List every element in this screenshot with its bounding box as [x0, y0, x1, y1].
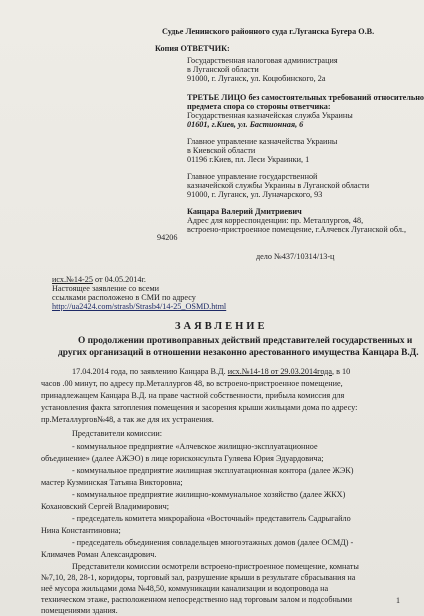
paragraph-1-start [72, 367, 350, 377]
outgoing-note: Настоящее заявление со всеми [52, 284, 160, 293]
copy-defendant-label: Копия ОТВЕТЧИК: [155, 44, 230, 53]
paragraph-line: принадлежащем Канцара В.Д. на праве частной собственности, прибыла комиссия для [41, 391, 345, 400]
document-subtitle: О продолжении противоправных действий представителей государственных и [78, 336, 413, 346]
treasury-kiev: 01196 г.Киев, пл. Леси Украинки, 1 [187, 155, 310, 164]
applicant-address: Адрес для корреспонденции: пр. Металлургов, 48, [187, 216, 364, 225]
defendant-line: 91000, г. Луганск, ул. Коцюбинского, 2а [187, 74, 326, 83]
commission-member: - коммунальное предприятие жилищно-коммунальное хозяйство (далее ЖКХ) [72, 490, 346, 499]
paragraph-line: неё мусора жильцами дома №48,50, коммуникации канализации и водопровода на [41, 584, 329, 593]
case-number: дело №437/10314/13-ц [256, 252, 335, 261]
treasury-kiev: Главное управление казначейства Украины [187, 137, 338, 146]
treasury-lugansk: казначейской службы Украины в Луганской области [187, 181, 370, 190]
defendant-line: в Луганской области [187, 65, 259, 74]
judge-addressee: Судье Ленинского районного суда г.Луганска Бугера О.В. [162, 27, 375, 36]
commission-member: объединение» (далее АЖЭО) в лице юрисконсульта Гуляева Юрия Эдуардовича; [41, 454, 324, 463]
commission-member: Климачев Роман Александрович. [41, 550, 157, 559]
paragraph-line: Представители комиссии осмотрели встроено-пристроенное помещение, комнаты [72, 562, 359, 571]
third-party-label: предмета спора со стороны ответчика: [187, 102, 331, 111]
commission-member: - коммунальное предприятие жилищная эксплуатационная контора (далее ЖЭК) [72, 466, 354, 475]
treasury-lugansk: Главное управление государственной [187, 172, 318, 181]
document-title: ЗАЯВЛЕНИЕ [175, 321, 268, 332]
commission-member: мастер Кузминская Татьяна Викторовна; [41, 478, 183, 487]
paragraph-line: пр.Металлургов№48, а так же для их устранения. [41, 415, 214, 424]
paragraph-line: техническом этаже, расположенном непосредственно над торговым залом и подсобными [41, 595, 352, 604]
defendant-line: Государственная налоговая администрация [187, 56, 338, 65]
commission-member: Кохановский Сергей Владимирович; [41, 502, 169, 511]
paragraph-text: 17.04.2014 года, по заявлению Канцара В.Д. [72, 367, 226, 376]
commission-member: - председатель объединения совладельцев многоэтажных домов (далее ОСМД) - [72, 538, 354, 547]
media-link[interactable]: http://ua2424.com/strasb/Strasb4/14-25_OSMD.html [52, 302, 227, 311]
incoming-ref: исх.№14-18 от 29.03.2014года [227, 367, 332, 376]
third-party-label: ТРЕТЬЕ ЛИЦО без самостоятельных требований относительно [187, 93, 424, 102]
treasury-kiev: в Киевской области [187, 146, 256, 155]
commission-member: - коммунальное предприятие «Алчевское жилищно-эксплуатационное [72, 442, 318, 451]
paragraph-text: , в 10 [331, 367, 351, 376]
page-number: 1 [396, 596, 400, 605]
treasury-service-address: 01601, г.Киев, ул. Бастионная, 6 [187, 120, 304, 129]
applicant-name: Канцара Валерий Дмитриевич [187, 207, 302, 216]
paragraph-line: №7,10, 28, 28-1, коридоры, торговый зал, разрушение крыши в результате сбрасывания на [41, 573, 356, 582]
applicant-address: встроено-пристроенное помещение, г.Алчевск Луганской обл., [187, 225, 407, 234]
paragraph-line: помещениями здания. [41, 606, 118, 615]
paragraph-line: часов .00 минут, по адресу пр.Металлургов 48, во встроено-пристроенное помещение, [41, 379, 343, 388]
outgoing-note: ссылками расположено в СМИ по адресу [52, 293, 196, 302]
document-subtitle: других организаций в отношении незаконно арестованного имущества Канцара В.Д. [58, 348, 419, 358]
outgoing-ref-number: исх.№14-25 [52, 275, 93, 284]
paragraph-line: установления факта затопления помещения и засорения крыши жильцами дома по адресу: [41, 403, 358, 412]
commission-member: - председатель комитета микрорайона «Восточный» представитель Садрыгайло [72, 514, 351, 523]
commission-heading: Представители комиссии: [72, 429, 162, 438]
outgoing-ref-date: от 04.05.2014г. [92, 275, 146, 284]
commission-member: Нина Константиновна; [41, 526, 121, 535]
postcode: 94206 [157, 233, 178, 242]
treasury-service: Государственная казначейская служба Украины [187, 111, 353, 120]
treasury-lugansk: 91000, г. Луганск, ул. Луначарского, 93 [187, 190, 323, 199]
